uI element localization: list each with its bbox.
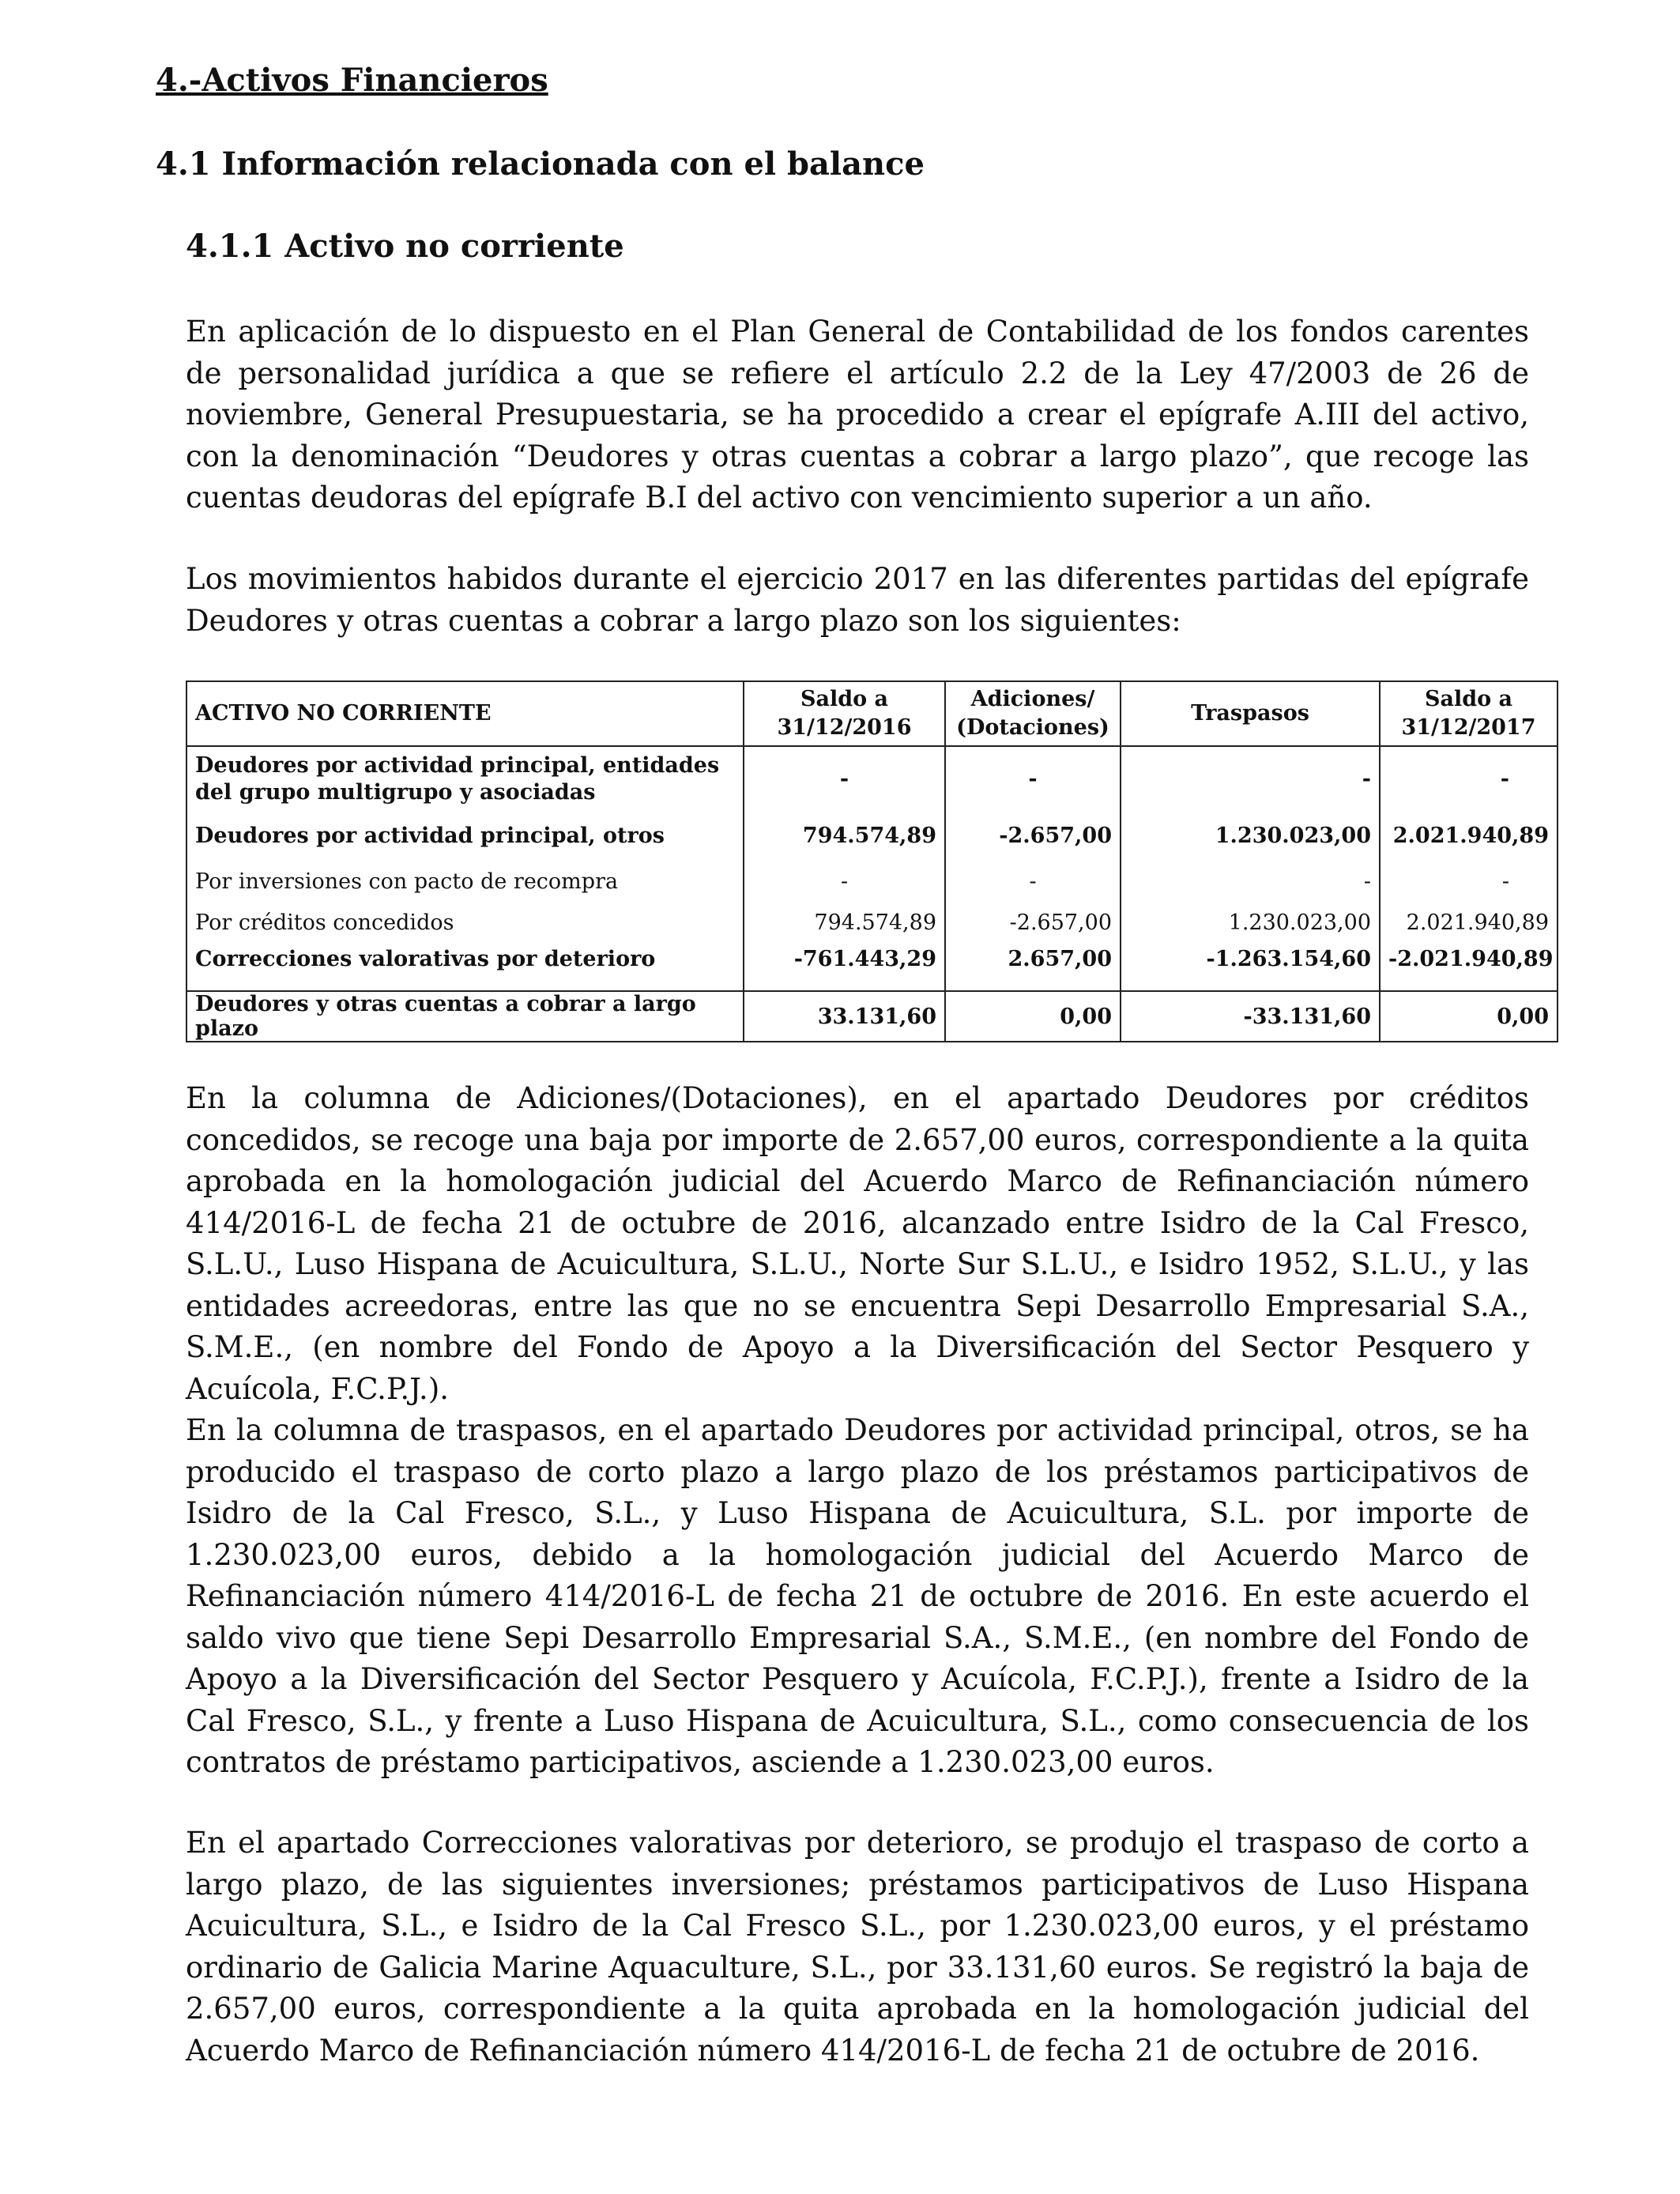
row-label: Deudores y otras cuentas a cobrar a largo plazo [186, 991, 744, 1042]
header-saldo-2016: Saldo a 31/12/2016 [744, 681, 945, 746]
header-saldo-2017: Saldo a 31/12/2017 [1380, 681, 1558, 746]
cell-saldo-2016: - [744, 859, 945, 903]
cell-adiciones: 0,00 [945, 991, 1121, 1042]
table-row [186, 859, 1558, 903]
row-label: Por créditos concedidos [186, 903, 744, 941]
cell-saldo-2016: 33.131,60 [744, 991, 945, 1042]
paragraph-plan-general: En aplicación de lo dispuesto en el Plan General de Contabilidad de los fondos carentes de personalidad jurídica a que se refiere el artículo 2.2 de la Ley 47/2003 de 26 de noviembre, General Presupuestaria, se ha procedido a crear el epígrafe A.III del activo, con la denominación “Deudores y otras cuentas a cobrar a largo plazo”, que recoge las cuentas deudoras del epígrafe B.I del activo con vencimiento superior a un año. [186, 315, 1529, 515]
cell-saldo-2016: - [744, 746, 945, 812]
header-traspasos: Traspasos [1121, 681, 1380, 746]
table-row [186, 941, 1558, 976]
table-row [186, 903, 1558, 941]
cell-saldo-2017: 2.021.940,89 [1380, 812, 1558, 859]
cell-adiciones: -2.657,00 [945, 903, 1121, 941]
cell-saldo-2016: -761.443,29 [744, 941, 945, 976]
cell-traspasos: 1.230.023,00 [1121, 903, 1380, 941]
cell-saldo-2017: - [1380, 746, 1558, 812]
cell-saldo-2016: 794.574,89 [744, 903, 945, 941]
cell-adiciones: - [945, 859, 1121, 903]
cell-saldo-2017: 0,00 [1380, 991, 1558, 1042]
cell-traspasos: 1.230.023,00 [1121, 812, 1380, 859]
cell-adiciones: 2.657,00 [945, 941, 1121, 976]
subsection-heading: 4.1 Información relacionada con el balance [156, 145, 925, 183]
table-spacer-row [186, 976, 1558, 991]
table-row [186, 746, 1558, 812]
row-label: Correcciones valorativas por deterioro [186, 941, 744, 976]
table-header-row [186, 681, 1558, 746]
cell-traspasos: - [1121, 859, 1380, 903]
subsubsection-heading: 4.1.1 Activo no corriente [186, 228, 624, 265]
cell-saldo-2017: -2.021.940,89 [1380, 941, 1558, 976]
paragraph-adiciones: En la columna de Adiciones/(Dotaciones), en el apartado Deudores por créditos concedidos, se recoge una baja por importe de 2.657,00 euros, correspondiente a la quita aprobada en la homologación judicial del Acuerdo Marco de Refinanciación número 414/2016-L de fecha 21 de octubre de 2016, alcanzado entre Isidro de la Cal Fresco, S.L.U., Luso Hispana de Acuicultura, S.L.U., Norte Sur S.L.U., e Isidro 1952, S.L.U., y las entidades acreedoras, entre las que no se encuentra Sepi Desarrollo Empresarial S.A., S.M.E., (en nombre del Fondo de Apoyo a la Diversificación del Sector Pesquero y Acuícola, F.C.P.J.). [186, 1081, 1529, 1406]
table-total-row [186, 991, 1558, 1042]
cell-adiciones: -2.657,00 [945, 812, 1121, 859]
row-label: Deudores por actividad principal, otros [186, 812, 744, 859]
cell-saldo-2017: - [1380, 859, 1558, 903]
cell-traspasos: -1.263.154,60 [1121, 941, 1380, 976]
activo-no-corriente-table [186, 680, 1558, 1042]
cell-saldo-2016: 794.574,89 [744, 812, 945, 859]
header-adiciones: Adiciones/ (Dotaciones) [945, 681, 1121, 746]
cell-traspasos: -33.131,60 [1121, 991, 1380, 1042]
row-label: Por inversiones con pacto de recompra [186, 859, 744, 903]
row-label: Deudores por actividad principal, entidades del grupo multigrupo y asociadas [186, 746, 744, 812]
paragraph-movimientos: Los movimientos habidos durante el ejercicio 2017 en las diferentes partidas del epígrafe Deudores y otras cuentas a cobrar a largo plazo son los siguientes: [186, 562, 1529, 638]
paragraph-traspasos: En la columna de traspasos, en el apartado Deudores por actividad principal, otros, se ha producido el traspaso de corto plazo a largo plazo de los préstamos participativos de Isidro de la Cal Fresco, S.L., y Luso Hispana de Acuicultura, S.L. por importe de 1.230.023,00 euros, debido a la homologación judicial del Acuerdo Marco de Refinanciación número 414/2016-L de fecha 21 de octubre de 2016. En este acuerdo el saldo vivo que tiene Sepi Desarrollo Empresarial S.A., S.M.E., (en nombre del Fondo de Apoyo a la Diversificación del Sector Pesquero y Acuícola, F.C.P.J.), frente a Isidro de la Cal Fresco, S.L., y frente a Luso Hispana de Acuicultura, S.L., como consecuencia de los contratos de préstamo participativos, asciende a 1.230.023,00 euros. [186, 1413, 1529, 1779]
paragraph-correcciones: En el apartado Correcciones valorativas por deterioro, se produjo el traspaso de corto a largo plazo, de las siguientes inversiones; préstamos participativos de Luso Hispana Acuicultura, S.L., e Isidro de la Cal Fresco S.L., por 1.230.023,00 euros, y el préstamo ordinario de Galicia Marine Aquaculture, S.L., por 33.131,60 euros. Se registró la baja de 2.657,00 euros, correspondiente a la quita aprobada en la homologación judicial del Acuerdo Marco de Refinanciación número 414/2016-L de fecha 21 de octubre de 2016. [186, 1826, 1529, 2068]
cell-saldo-2017: 2.021.940,89 [1380, 903, 1558, 941]
cell-traspasos: - [1121, 746, 1380, 812]
section-heading: 4.-Activos Financieros [156, 62, 548, 99]
header-activo-no-corriente: ACTIVO NO CORRIENTE [186, 681, 744, 746]
cell-adiciones: - [945, 746, 1121, 812]
table-row [186, 812, 1558, 859]
